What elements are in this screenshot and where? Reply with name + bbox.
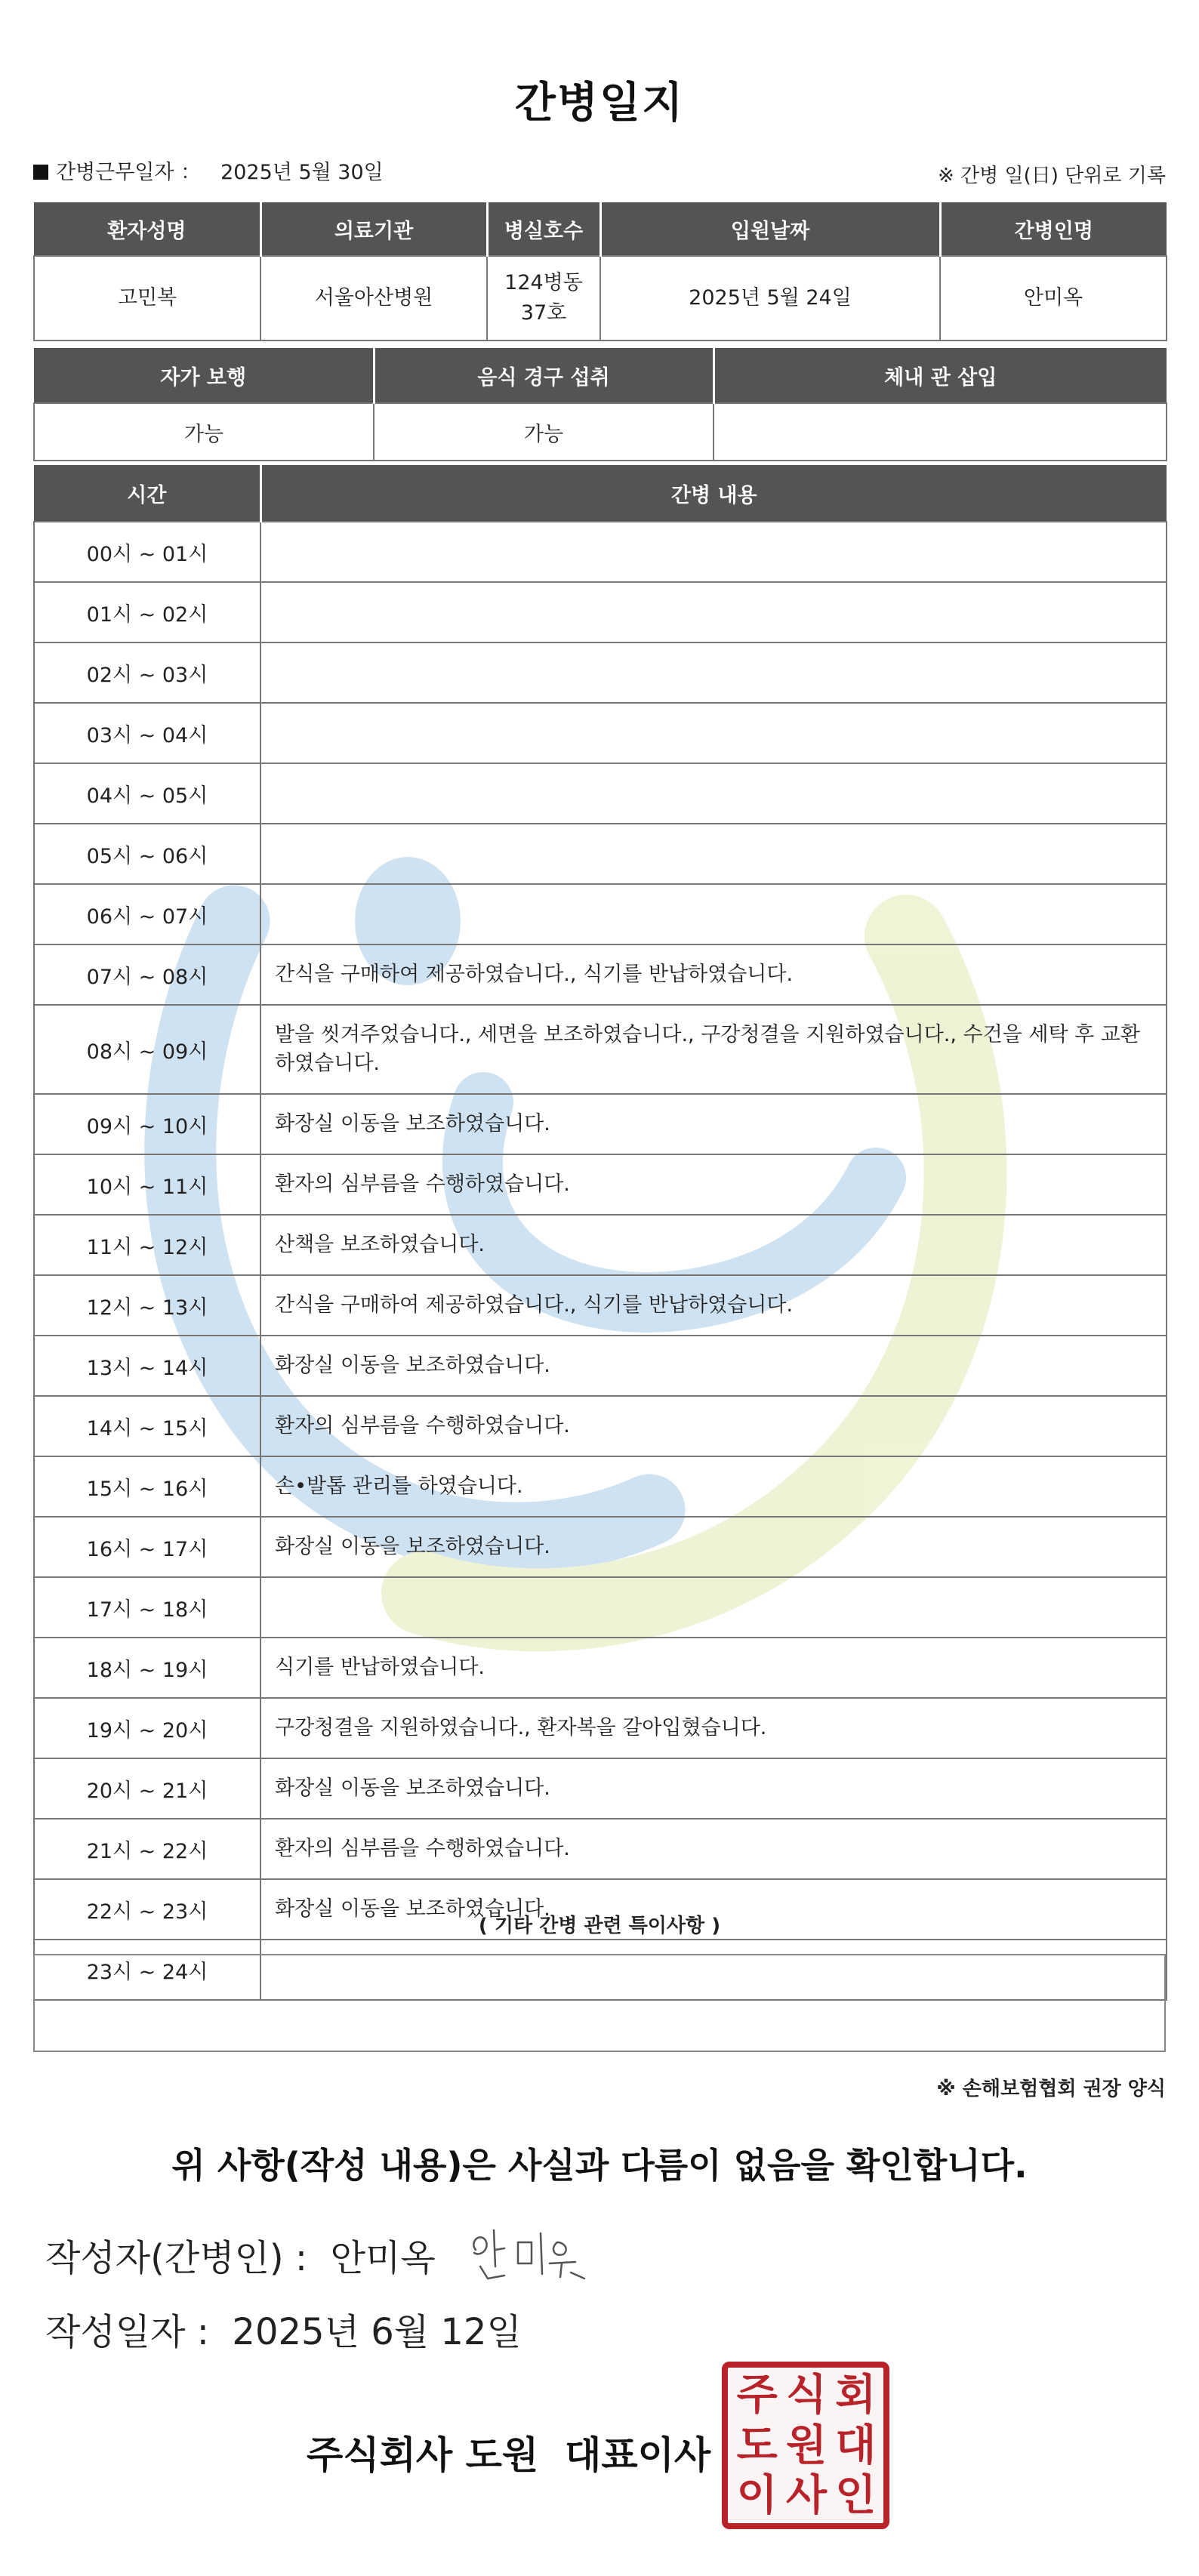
log-time: 12시 ~ 13시 [34,1275,260,1336]
header-time: 시간 [34,465,260,522]
written-date-label: 작성일자 : [45,2311,209,2353]
log-row [34,1698,1167,1758]
log-time: 21시 ~ 22시 [34,1819,260,1879]
log-content [260,642,1167,703]
log-time: 01시 ~ 02시 [34,582,260,642]
log-time: 22시 ~ 23시 [34,1879,260,1940]
writer-name: 안미옥 [330,2237,436,2279]
log-row [34,1336,1167,1396]
header-caregiver-name: 간병인명 [940,202,1167,256]
hospital-name: 서울아산병원 [260,256,487,340]
log-content [260,522,1167,582]
log-row [34,1094,1167,1154]
log-time: 16시 ~ 17시 [34,1517,260,1577]
company-line: 주식회사 도원 대표이사 [307,2433,711,2477]
square-bullet-icon [33,165,48,180]
log-row [34,824,1167,884]
work-date [33,156,384,185]
other-notes-box [33,1954,1166,2052]
patient-header-row [34,202,1167,256]
log-content [260,824,1167,884]
document-title: 간병일지 [514,79,685,128]
log-time: 07시 ~ 08시 [34,944,260,1005]
status-value-row [34,403,1167,461]
log-row [34,1456,1167,1517]
log-row [34,582,1167,642]
seal-characters: 주 식 회 도 원 대 이 사 인 [736,2371,877,2521]
log-time: 11시 ~ 12시 [34,1215,260,1275]
header-room: 병실호수 [487,202,600,256]
other-notes-title: ( 기타 간병 관련 특이사항 ) [478,1915,721,1937]
patient-status-table [33,348,1167,461]
log-time: 14시 ~ 15시 [34,1396,260,1456]
log-header-row [34,465,1167,522]
log-content: 간식을 구매하여 제공하였습니다., 식기를 반납하였습니다. [260,1275,1167,1336]
confirmation-statement: 위 사항(작성 내용)은 사실과 다름이 없음을 확인합니다. [171,2145,1028,2186]
hourly-care-log-table [33,465,1167,2001]
record-note: ※ 간병 일(日) 단위로 기록 [937,165,1166,187]
log-row [34,1819,1167,1879]
header-care-content: 간병 내용 [260,465,1167,522]
log-time: 05시 ~ 06시 [34,824,260,884]
log-content: 화장실 이동을 보조하였습니다. [260,1336,1167,1396]
form-source-note: ※ 손해보험협회 권장 양식 [936,2078,1166,2100]
header-oral-intake: 음식 경구 섭취 [374,348,714,403]
log-content [260,884,1167,944]
patient-value-row [34,256,1167,340]
self-walking-value: 가능 [34,403,374,461]
log-content [260,703,1167,763]
log-time: 19시 ~ 20시 [34,1698,260,1758]
header-patient-name: 환자성명 [34,202,260,256]
log-row [34,1275,1167,1336]
log-row [34,522,1167,582]
log-time: 23시 ~ 24시 [34,1940,260,2000]
header-admission-date: 입원날짜 [600,202,940,256]
log-time: 04시 ~ 05시 [34,763,260,824]
header-tube-insertion: 체내 관 삽입 [714,348,1167,403]
log-row [34,1577,1167,1638]
log-time: 00시 ~ 01시 [34,522,260,582]
log-row [34,1638,1167,1698]
log-time: 13시 ~ 14시 [34,1336,260,1396]
log-row [34,642,1167,703]
room-ward: 124병동 [504,271,583,294]
patient-name: 고민복 [34,256,260,340]
patient-info-table [33,202,1167,341]
log-time: 03시 ~ 04시 [34,703,260,763]
log-content [260,582,1167,642]
log-time: 02시 ~ 03시 [34,642,260,703]
log-row [34,1215,1167,1275]
log-time: 18시 ~ 19시 [34,1638,260,1698]
caregiver-name: 안미옥 [940,256,1167,340]
company-representative [307,2425,710,2479]
work-date-value: 2025년 5월 30일 [220,161,384,184]
header-hospital: 의료기관 [260,202,487,256]
log-time: 15시 ~ 16시 [34,1456,260,1517]
log-content: 손•발톱 관리를 하였습니다. [260,1456,1167,1517]
log-content: 환자의 심부름을 수행하였습니다. [260,1396,1167,1456]
log-row [34,1396,1167,1456]
log-content: 화장실 이동을 보조하였습니다. [260,1758,1167,1819]
log-time: 08시 ~ 09시 [34,1005,260,1094]
log-content: 화장실 이동을 보조하였습니다. [260,1517,1167,1577]
room-no: 37호 [520,301,567,325]
log-time: 06시 ~ 07시 [34,884,260,944]
log-row [34,1758,1167,1819]
written-date-value: 2025년 6월 12일 [232,2311,522,2353]
log-content: 간식을 구매하여 제공하였습니다., 식기를 반납하였습니다. [260,944,1167,1005]
log-content [260,1577,1167,1638]
company-seal-stamp [722,2362,889,2529]
oral-intake-value: 가능 [374,403,714,461]
log-row [34,1005,1167,1094]
log-row [34,884,1167,944]
log-content: 식기를 반납하였습니다. [260,1638,1167,1698]
status-header-row [34,348,1167,403]
log-content: 환자의 심부름을 수행하였습니다. [260,1154,1167,1215]
log-content: 환자의 심부름을 수행하였습니다. [260,1819,1167,1879]
log-time: 09시 ~ 10시 [34,1094,260,1154]
work-date-label: 간병근무일자 ： [56,161,202,184]
handwritten-signature [465,2220,593,2288]
log-row [34,703,1167,763]
log-content: 화장실 이동을 보조하였습니다. [260,1879,1167,1940]
room-number [487,256,600,340]
header-self-walking: 자가 보행 [34,348,374,403]
log-time: 17시 ~ 18시 [34,1577,260,1638]
log-time: 20시 ~ 21시 [34,1758,260,1819]
log-row [34,1154,1167,1215]
log-content: 구강청결을 지원하였습니다., 환자복을 갈아입혔습니다. [260,1698,1167,1758]
log-content: 화장실 이동을 보조하였습니다. [260,1094,1167,1154]
log-content: 발을 씻겨주었습니다., 세면을 보조하였습니다., 구강청결을 지원하였습니다., 수건을 세탁 후 교환하였습니다. [260,1005,1167,1094]
log-row [34,1517,1167,1577]
log-content: 산책을 보조하였습니다. [260,1215,1167,1275]
log-row [34,763,1167,824]
written-date-line [45,2303,522,2355]
log-row [34,944,1167,1005]
log-time: 10시 ~ 11시 [34,1154,260,1215]
admission-date: 2025년 5월 24일 [600,256,940,340]
log-content [260,763,1167,824]
writer-line [45,2229,436,2281]
tube-insertion-value [714,403,1167,461]
writer-label: 작성자(간병인) : [45,2237,308,2279]
